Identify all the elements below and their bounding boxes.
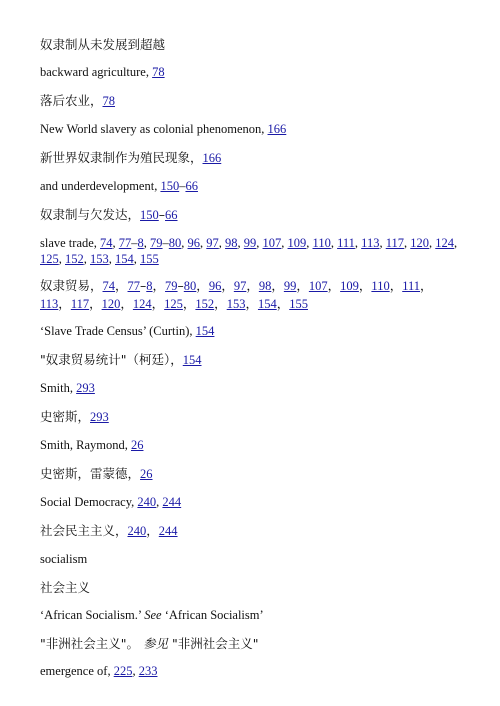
page-reference-link[interactable]: 120 [410, 236, 430, 250]
page-reference-link[interactable]: 109 [287, 236, 307, 250]
page-reference-link[interactable]: 153 [90, 252, 109, 266]
index-entry-zh [40, 635, 460, 652]
entry-text: , [379, 236, 386, 250]
page-reference-link[interactable]: 113 [40, 297, 59, 311]
page-reference-link[interactable]: 8 [137, 236, 144, 250]
page-reference-link[interactable]: 26 [130, 438, 144, 452]
page-reference-link[interactable]: 293 [76, 381, 95, 395]
entry-text: , [112, 236, 119, 250]
entry-text: ， [58, 296, 71, 311]
index-entries [40, 36, 460, 679]
page-reference-link[interactable]: 154 [182, 353, 202, 367]
entry-text: "非洲社会主义"。 [40, 636, 143, 651]
page-reference-link[interactable]: 244 [162, 495, 182, 509]
entry-text: ‘African Socialism’ [161, 608, 264, 622]
entry-text: slave trade, [40, 236, 101, 250]
entry-text: , [156, 495, 163, 509]
entry-text: , [218, 236, 226, 250]
page-reference-link[interactable]: 154 [195, 324, 215, 338]
page-reference-link[interactable]: 244 [158, 524, 178, 538]
page-reference-link[interactable]: 80 [168, 236, 182, 250]
page-reference-link[interactable]: 99 [283, 279, 297, 293]
entry-text: ， [221, 278, 234, 293]
entry-text: ， [271, 278, 284, 293]
entry-text: 社会民主主义， [40, 523, 128, 538]
index-entry-zh [40, 465, 460, 483]
entry-text: 落后农业， [40, 93, 103, 108]
entry-text: , [133, 252, 140, 266]
page-reference-link[interactable]: 153 [226, 297, 246, 311]
page-reference-link[interactable]: 110 [371, 279, 390, 293]
entry-text: 奴隶贸易， [40, 278, 103, 293]
page-reference-link[interactable]: 66 [165, 208, 178, 222]
entry-text: , [237, 236, 244, 250]
index-entry-zh [40, 522, 460, 540]
page-reference-link[interactable]: 152 [195, 297, 215, 311]
entry-text: ， [246, 278, 259, 293]
entry-text: ， [214, 296, 227, 311]
entry-text: ， [152, 278, 166, 293]
page-reference-link[interactable]: 154 [257, 297, 277, 311]
page-reference-link[interactable]: 96 [208, 279, 222, 293]
entry-text: ‘Slave Trade Census’ (Curtin), [40, 324, 196, 338]
index-entry-en [40, 494, 460, 510]
index-entry-zh [40, 206, 460, 224]
page-reference-link[interactable]: 111 [402, 279, 421, 293]
page-reference-link[interactable]: 124 [132, 297, 152, 311]
index-entry-zh [40, 351, 460, 369]
page-reference-link[interactable]: 109 [340, 279, 359, 293]
entry-text: ， [276, 296, 290, 311]
page-reference-link[interactable]: 124 [435, 236, 455, 250]
index-entry-zh [40, 36, 460, 53]
page-reference-link[interactable]: 26 [140, 467, 153, 481]
page-reference-link[interactable]: 97 [206, 236, 219, 250]
index-entry-en [40, 323, 460, 339]
entry-text: ， [420, 278, 433, 293]
entry-text: ， [146, 523, 159, 538]
index-entry-zh [40, 149, 460, 167]
page-reference-link[interactable]: 125 [40, 252, 59, 266]
entry-text: , [281, 236, 288, 250]
page-reference-link[interactable]: 293 [90, 410, 109, 424]
entry-text: , [200, 236, 207, 250]
page-reference-link[interactable]: 98 [258, 279, 272, 293]
page-reference-link[interactable]: 77 [118, 236, 132, 250]
page-reference-link[interactable]: 80 [183, 279, 197, 293]
entry-text: "非洲社会主义" [168, 636, 259, 651]
page-reference-link[interactable]: 152 [65, 252, 84, 266]
index-entry-zh [40, 277, 460, 313]
page-reference-link[interactable]: 166 [202, 151, 222, 165]
entry-text: ， [182, 296, 196, 311]
page-reference-link[interactable]: 66 [185, 179, 198, 193]
entry-text: , [83, 252, 90, 266]
page-reference-link[interactable]: 77 [127, 279, 141, 293]
entry-text: ， [327, 278, 341, 293]
entry-text: – [177, 278, 184, 293]
page-reference-link[interactable]: 110 [312, 236, 331, 250]
page-reference-link[interactable]: 117 [70, 297, 90, 311]
page-reference-link[interactable]: 98 [225, 236, 238, 250]
page-reference-link[interactable]: 155 [140, 252, 159, 266]
entry-text: "奴隶贸易统计"（柯廷）， [40, 352, 183, 367]
entry-text: – [140, 278, 147, 293]
entry-text: 奴隶制与欠发达， [40, 207, 141, 222]
entry-text: – [179, 179, 186, 193]
entry-text: ， [358, 278, 372, 293]
entry-text: ， [115, 278, 128, 293]
index-entry-en [40, 663, 460, 679]
page-reference-link[interactable]: 150 [140, 208, 159, 222]
entry-text: , [143, 236, 151, 250]
entry-text: New World slavery as colonial phenomenon, [40, 122, 268, 136]
entry-text: 新世界奴隶制作为殖民现象， [40, 150, 203, 165]
entry-text: emergence of, [40, 664, 114, 678]
entry-text: ， [196, 278, 209, 293]
entry-text: , [58, 252, 65, 266]
index-entry-en [40, 121, 460, 137]
entry-text: , [256, 236, 263, 250]
entry-text: , [132, 664, 139, 678]
entry-text: , [108, 252, 115, 266]
page-reference-link[interactable]: 233 [138, 664, 158, 678]
index-entry-zh [40, 579, 460, 596]
index-entry-zh [40, 92, 460, 110]
entry-text: ， [245, 296, 258, 311]
page-reference-link[interactable]: 154 [115, 252, 134, 266]
entry-text: – [131, 236, 138, 250]
index-entry-en [40, 178, 460, 194]
page-reference-link[interactable]: 99 [243, 236, 257, 250]
index-entry-en [40, 380, 460, 396]
page-reference-link[interactable]: 79 [150, 236, 163, 250]
page-reference-link[interactable]: 8 [146, 279, 153, 293]
entry-text: Smith, [40, 381, 77, 395]
entry-text: and underdevelopment, [40, 179, 161, 193]
page-reference-link[interactable]: 107 [308, 279, 328, 293]
page-reference-link[interactable]: 79 [165, 279, 178, 293]
entry-text: ， [89, 296, 102, 311]
index-entry-en [40, 235, 460, 267]
index-entry-en [40, 437, 460, 453]
page-reference-link[interactable]: 78 [102, 94, 116, 108]
page-reference-link[interactable]: 117 [385, 236, 405, 250]
page-reference-link[interactable]: 97 [233, 279, 247, 293]
page-reference-link[interactable]: 240 [127, 524, 147, 538]
page-reference-link[interactable]: 74 [102, 279, 116, 293]
page-reference-link[interactable]: 225 [113, 664, 133, 678]
page-reference-link[interactable]: 74 [100, 236, 113, 250]
page-reference-link[interactable]: 111 [337, 236, 355, 250]
entry-text: , [306, 236, 313, 250]
page-reference-link[interactable]: 96 [187, 236, 201, 250]
see-reference-text: 参见 [142, 636, 168, 651]
entry-text: , [404, 236, 411, 250]
entry-text: , [454, 236, 458, 250]
index-entry-en [40, 551, 460, 567]
entry-text: ， [296, 278, 309, 293]
entry-text: ‘African Socialism.’ [40, 608, 145, 622]
entry-text: ， [389, 278, 403, 293]
entry-text: backward agriculture, [40, 65, 153, 79]
index-entry-zh [40, 408, 460, 426]
entry-text: ， [151, 296, 165, 311]
page-reference-link[interactable]: 166 [267, 122, 287, 136]
entry-text: , [354, 236, 362, 250]
entry-text: – [158, 207, 166, 222]
page-reference-link[interactable]: 113 [361, 236, 380, 250]
page-reference-link[interactable]: 155 [289, 297, 308, 311]
index-entry-en [40, 607, 460, 623]
entry-text: 史密斯， [40, 409, 91, 424]
page-reference-link[interactable]: 78 [152, 65, 165, 79]
entry-text: , [429, 236, 436, 250]
page-reference-link[interactable]: 107 [262, 236, 282, 250]
entry-text: , [181, 236, 188, 250]
entry-text: Smith, Raymond, [40, 438, 131, 452]
page-reference-link[interactable]: 150 [160, 179, 180, 193]
entry-text: socialism [40, 552, 88, 566]
see-reference-text: See [144, 608, 162, 622]
index-entry-en [40, 64, 460, 80]
page-reference-link[interactable]: 120 [101, 297, 121, 311]
entry-text: ， [120, 296, 133, 311]
page-reference-link[interactable]: 240 [137, 495, 157, 509]
entry-text: 史密斯，雷蒙德， [40, 466, 141, 481]
entry-text: , [330, 236, 338, 250]
entry-text: – [162, 236, 169, 250]
entry-text: Social Democracy, [40, 495, 138, 509]
page-reference-link[interactable]: 125 [164, 297, 183, 311]
entry-text: 社会主义 [40, 580, 91, 595]
entry-text: 奴隶制从未发展到超越 [40, 37, 166, 52]
